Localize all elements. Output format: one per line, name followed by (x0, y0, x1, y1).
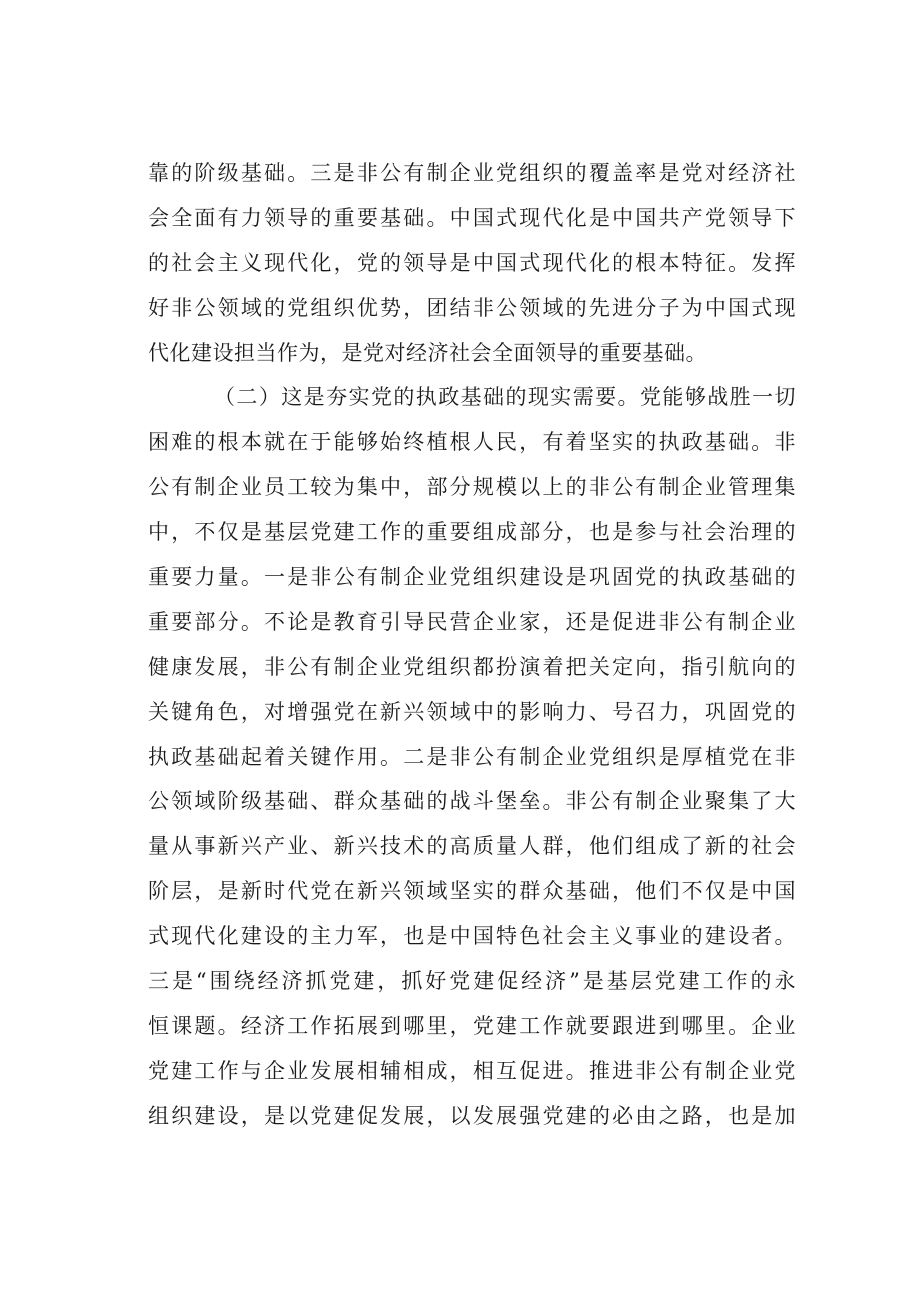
text-line: 困难的根本就在于能够始终植根人民，有着坚实的执政基础。非 (148, 430, 796, 455)
text-line: 关键角色，对增强党在新兴领域中的影响力、号召力，巩固党的 (148, 699, 796, 724)
body-text (148, 151, 796, 1139)
text-line: 组织建设，是以党建促发展，以发展强党建的必由之路，也是加 (148, 1103, 796, 1128)
text-line: 公有制企业员工较为集中，部分规模以上的非公有制企业管理集 (148, 475, 796, 500)
text-line: 代化建设担当作为，是党对经济社会全面领导的重要基础。 (148, 340, 707, 365)
text-line: 好非公领域的党组织优势，团结非公领域的先进分子为中国式现 (148, 295, 796, 320)
text-line: 阶层，是新时代党在新兴领域坚实的群众基础，他们不仅是中国 (148, 879, 796, 904)
text-line: 重要部分。不论是教育引导民营企业家，还是促进非公有制企业 (148, 609, 796, 634)
text-line: 健康发展，非公有制企业党组织都扮演着把关定向，指引航向的 (148, 654, 796, 679)
text-line: 的社会主义现代化，党的领导是中国式现代化的根本特征。发挥 (148, 250, 796, 275)
text-line: 量从事新兴产业、新兴技术的高质量人群，他们组成了新的社会 (148, 834, 796, 859)
text-line: 执政基础起着关键作用。二是非公有制企业党组织是厚植党在非 (148, 744, 796, 769)
text-line: 公领域阶级基础、群众基础的战斗堡垒。非公有制企业聚集了大 (148, 789, 796, 814)
text-line: 中，不仅是基层党建工作的重要组成部分，也是参与社会治理的 (148, 520, 796, 545)
text-line: 三是“围绕经济抓党建，抓好党建促经济”是基层党建工作的永 (148, 969, 796, 994)
text-line: 式现代化建设的主力军，也是中国特色社会主义事业的建设者。 (148, 924, 796, 949)
text-line: 重要力量。一是非公有制企业党组织建设是巩固党的执政基础的 (148, 565, 796, 590)
text-line: 恒课题。经济工作拓展到哪里，党建工作就要跟进到哪里。企业 (148, 1013, 796, 1038)
text-line: 靠的阶级基础。三是非公有制企业党组织的覆盖率是党对经济社 (148, 161, 796, 185)
section-heading-line: （二）这是夯实党的执政基础的现实需要。党能够战胜一切 (214, 385, 796, 410)
text-line: 党建工作与企业发展相辅相成，相互促进。推进非公有制企业党 (148, 1058, 796, 1083)
text-line: 会全面有力领导的重要基础。中国式现代化是中国共产党领导下 (148, 205, 796, 230)
